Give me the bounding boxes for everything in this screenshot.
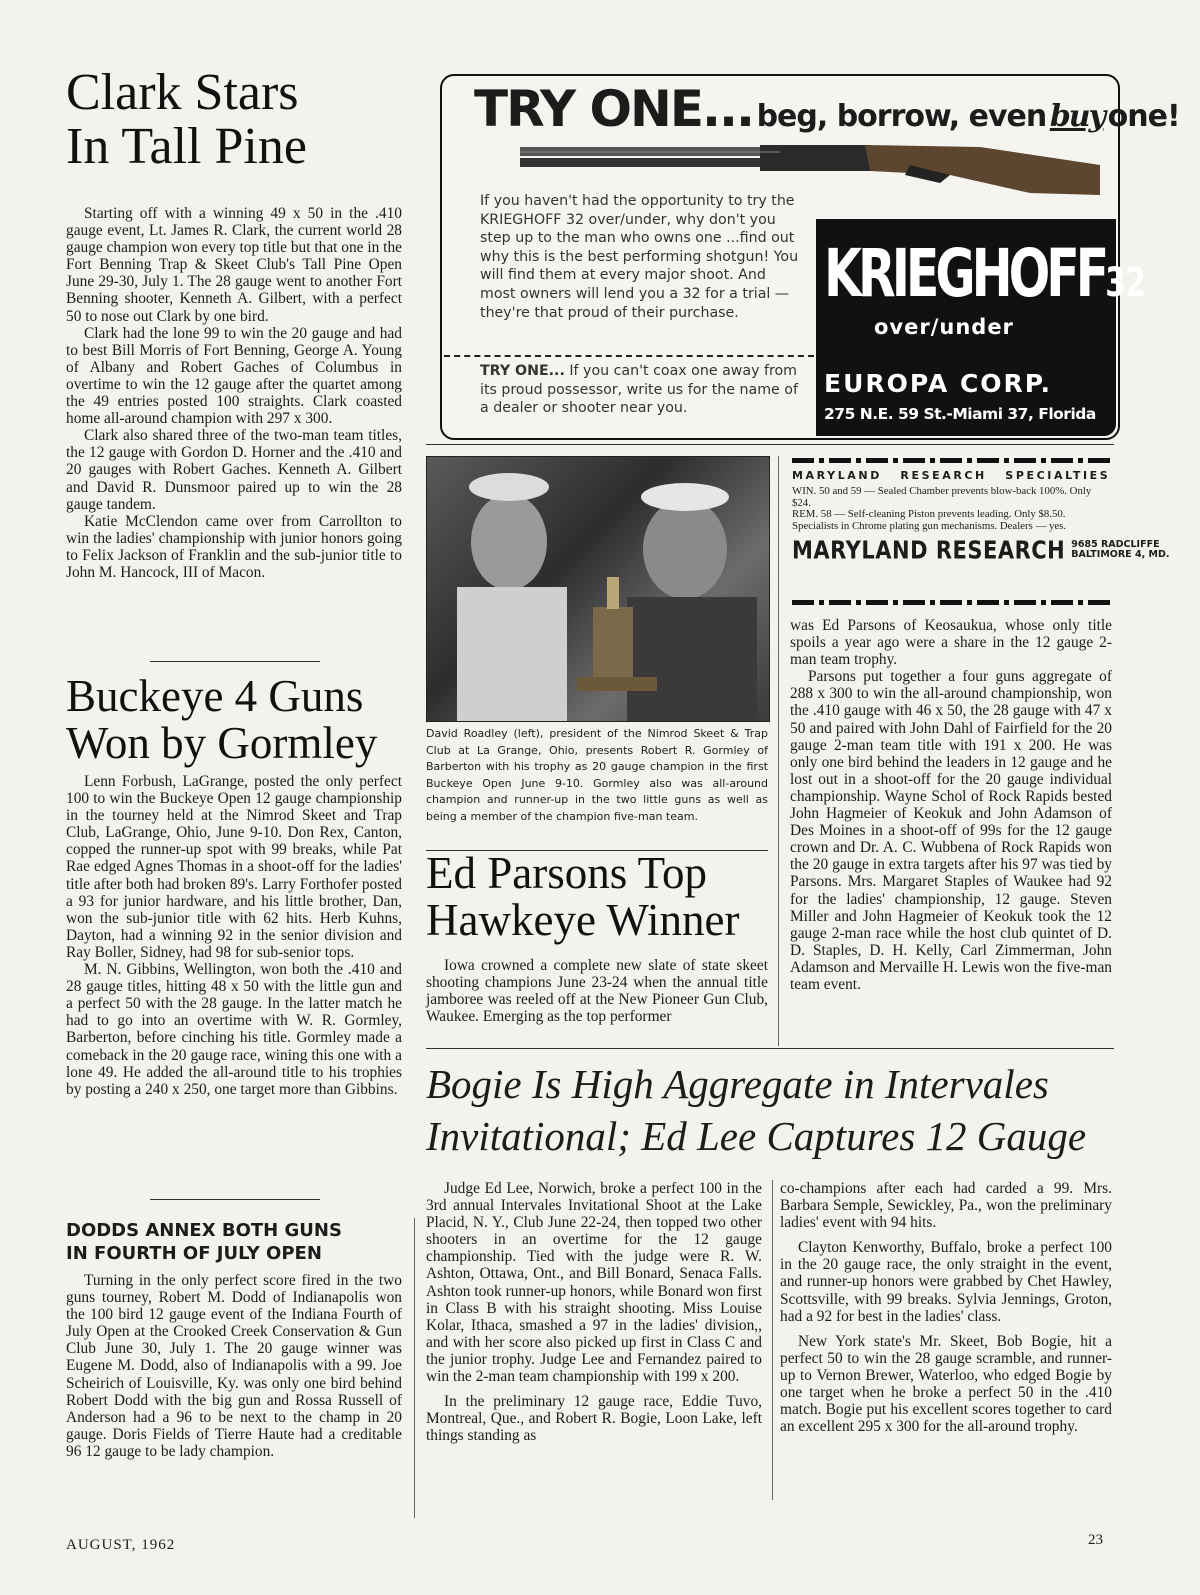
article-title: [66, 673, 406, 767]
company-address: 275 N.E. 59 St.-Miami 37, Florida: [824, 405, 1096, 423]
paragraph: New York state's Mr. Skeet, Bob Bogie, hit a perfect 50 to win the 28 gauge scramble, and runner-up to Vernon Brewer, Waterloo, who edged Bogie by one target when he broke a perfect 50 in the .410 match. Bogie put his excellent scores together to card an excellent 295 x 300 for the all-around trophy.: [780, 1332, 1112, 1436]
article-title-line: IN FOURTH OF JULY OPEN: [66, 1243, 322, 1264]
mrs-header: MARYLAND RESEARCH SPECIALTIES: [792, 469, 1111, 482]
paragraph: Parsons put together a four guns aggregate of 288 x 300 to win the all-around championship, won the .410 gauge with 46 x 50, the 28 gauge with 47 x 50 and paired with John Dahl of Fairfield for the 20 gauge 2-man team title with 191 x 200. He was only one bird behind the leaders in 12 gauge and he lost out in a shoot-off for the 20 gauge individual championship. Wayne Schol of Rock Rapids bested John Hagmeier of Keokuk and John Adamson of Des Moines in a shoot-off of 99s for the 12 gauge crown and Dr. A. C. Wubbena of Rock Rapids won the 20 gauge in extra targets after his 97 was tied by Parsons. Mrs. Margaret Staples of Waukee had 92 for the ladies' championship, 12 gauge. Steven Miller and John Hagmeier of Keokuk took the 12 gauge 2-man race while the host club quintet of D. D. Staples, D. H. Kelly, Carl Zimmerman, John Adamson and Mervaille H. Lewis won the five-man team event.: [790, 668, 1112, 993]
photo-figures: [427, 457, 769, 721]
photo-caption: David Roadley (left), president of the Nimrod Skeet & Trap Club at La Grange, Ohio, presents Robert R. Gormley of Barberton with his trophy as 20 gauge champion in the first Buckeye Open June 9-10. Gormley also was all-around champion and runner-up in the two little guns as well as being a member of the champion five-man team.: [426, 727, 768, 823]
article-title-line: Ed Parsons Top: [426, 848, 708, 898]
column-divider: [778, 456, 779, 1046]
mrs-line: Specialists in Chrome plating gun mechanisms. Dealers — yes.: [792, 519, 1067, 532]
ad-headline-buy: buy: [1049, 99, 1105, 134]
company-name: EUROPA CORP.: [824, 369, 1053, 398]
paragraph: was Ed Parsons of Keosaukua, whose only title spoils a year ago were a share in the 12 gauge 2-man team trophy.: [790, 617, 1112, 669]
divider: [150, 661, 320, 662]
mrs-logo-row: [792, 535, 1170, 565]
column-divider: [414, 1218, 415, 1518]
paragraph: Katie McClendon came over from Carrollton to win the ladies' championship with junior honors going to Felix Jackson of Franklin and the sub-junior title to John M. Hancock, III of Macon.: [66, 512, 402, 581]
article-title-line: Won by Gormley: [66, 717, 378, 768]
mrs-ad: [792, 469, 1170, 565]
ad-dashed-divider: [444, 355, 814, 357]
ad-footer-text: [480, 362, 800, 418]
ad-body-text: If you haven't had the opportunity to try the KRIEGHOFF 32 over/under, why don't you step up to the man who owns one ...find out why this is the best performing shotgun! You will find them at every major shoot. And most owners will lend you a 32 for a trial — they're that proud of their purchase.: [480, 193, 799, 321]
article-title: [426, 1058, 1126, 1162]
page-number: 23: [1088, 1532, 1103, 1548]
ad-headline-tail: beg, borrow, even: [756, 99, 1047, 134]
article-title: [66, 66, 406, 174]
article-title-line: Hawkeye Winner: [426, 894, 740, 945]
brand-number: 32: [1105, 259, 1145, 307]
article-body: [66, 773, 402, 1098]
article-title-line: DODDS ANNEX BOTH GUNS: [66, 1220, 342, 1241]
mrs-line: REM. 58 — Self-cleaning Piston prevents leading. Only $8.50.: [792, 508, 1066, 520]
over-under-label: over/under: [874, 315, 1014, 339]
article-title-line: Clark Stars: [66, 64, 299, 121]
ad-headline: [474, 80, 1180, 138]
ad-border-bottom: [792, 600, 1110, 605]
mrs-address: [1071, 540, 1169, 560]
paragraph: In the preliminary 12 gauge race, Eddie Tuvo, Montreal, Que., and Robert R. Bogie, Loon Lake, left things standing as: [426, 1393, 762, 1445]
paragraph: Iowa crowned a complete new slate of state skeet shooting champions June 23-24 when the annual title jamboree was reeled off at the New Pioneer Gun Club, Waukee. Emerging as the top performer: [426, 957, 768, 1026]
article-title-line: In Tall Pine: [66, 118, 307, 176]
article-title-line: Invitational; Ed Lee Captures 12 Gauge: [426, 1113, 1087, 1159]
article-body: [790, 617, 1112, 993]
divider: [150, 1199, 320, 1200]
paragraph: Clark also shared three of the two-man team titles, the 12 gauge with Gordon D. Horner and the .410 and 20 gauges with Robert Gaches. Kenneth A. Gilbert and David R. Dunsmoor paired up to win the 28 gauge tandem.: [66, 427, 402, 513]
brand-name: [824, 235, 1145, 312]
ad-footer-body: If you can't coax one away from its proud possessor, write us for the name of a dealer or shooter near you.: [480, 363, 798, 417]
paragraph: Starting off with a winning 49 x 50 in the .410 gauge event, Lt. James R. Clark, the current world 28 gauge champion won every top title but that one in the Fort Benning Trap & Skeet Club's Tall Pine Open June 29-30, July 1. The 28 gauge went to another Fort Benning shooter, Kenneth A. Gilbert, with a perfect 50 to nose out Clark by one bird.: [66, 205, 402, 325]
article-body: [66, 205, 402, 581]
article-title: [66, 1219, 406, 1265]
paragraph: M. N. Gibbins, Wellington, won both the .410 and 28 gauge titles, hitting 48 x 50 with the little gun and a perfect 50 with the 28 gauge. In the latter match he had to go into an overtime with W. R. Gormley, Barberton, before cinching his title. Gormley made a comeback in the 20 gauge race, wining this one with a lone 49. He added the all-around title to his trophies by posting a 240 x 250, one target more than Gibbins.: [66, 961, 402, 1098]
mrs-address-line: 9685 RADCLIFFE: [1071, 539, 1160, 550]
trophy-presentation-photo: [426, 456, 770, 722]
paragraph: co-champions after each had carded a 99. Mrs. Barbara Semple, Sewickley, Pa., won the preliminary ladies' event with 94 hits.: [780, 1180, 1112, 1232]
paragraph: Clayton Kenworthy, Buffalo, broke a perfect 100 in the 20 gauge race, the only straight in the event, and runner-up honors were grabbed by Chet Hawley, Scottsville, with 99 breaks. Sylvia Jennings, Groton, had a 92 for best in the ladies' class.: [780, 1239, 1112, 1325]
mrs-address-line: BALTIMORE 4, MD.: [1071, 549, 1170, 560]
paragraph: Lenn Forbush, LaGrange, posted the only perfect 100 to win the Buckeye Open 12 gauge championship in the tourney held at the Nimrod Skeet and Trap Club, LaGrange, Ohio, June 9-10. Don Rex, Canton, copped the runner-up spot with 99 breaks, while Pat Rae edged Agnes Thomas in a shoot-off for the ladies' title after both had broken 89's. Larry Forthofer posted a 93 for junior hardware, and his little brother, Dan, won the sub-junior title with 62 hits. Herb Kuhns, Dayton, had a winning 92 in the senior division and Ray Boller, Sidney, had 98 for sub-senior tops.: [66, 773, 402, 961]
divider: [426, 1048, 1114, 1049]
paragraph: Judge Ed Lee, Norwich, broke a perfect 100 in the 3rd annual Intervales Invitational Shoot at the Lake Placid, N. Y., Club June 22-24, then topped two other shooters in an overtime for the 12 gauge championship. Tied with the judge were R. W. Ashton, Ottawa, Ont., and Bill Bonard, Senaca Falls. Ashton took runner-up honors, while Bonard won first in Class B with his straight shooting. Miss Louise Kolar, Ithaca, smashed a 97 in the ladies' division,, and with her score also picked up first in Class C and the junior trophy. Judge Lee and Fernandez paired to win the 2-man team championship with 199 x 200.: [426, 1180, 762, 1386]
ad-border-top: [792, 458, 1110, 463]
paragraph: Turning in the only perfect score fired in the two guns tourney, Robert M. Dodd of Indianapolis won the 100 bird 12 gauge event of the Indiana Fourth of July Open at the Crooked Creek Conservation & Gun Club June 30, July 1. The 20 gauge winner was Eugene M. Dodd, also of Indianapolis with a 99. Joe Scheirich of Louisville, Ky. was only one bird behind Robert Dodd with the big gun and Rossa Russell of Anderson had a 96 to be next to the champ in 20 gauge. Doris Fields of Tierre Haute had a creditable 96 12 gauge to be lady champion.: [66, 1272, 402, 1460]
mrs-line: WIN. 50 and 59 — Sealed Chamber prevents blow-back 100%. Only $24.: [792, 485, 1092, 509]
article-body: [66, 1272, 402, 1460]
mrs-logo: MARYLAND RESEARCH: [792, 535, 1066, 565]
paragraph: Clark had the lone 99 to win the 20 gauge and had to best Bill Morris of Fort Benning, George A. Young of Albany and Robert Gaches of Columbus in overtime to win the 12 gauge after the quartet among the 49 entries posted 100 straights. Clark coasted home all-around champion with 297 x 300.: [66, 324, 402, 428]
article-body: [426, 1180, 762, 1444]
article-body: [780, 1180, 1112, 1435]
article-title: [426, 850, 776, 944]
article-title-line: Buckeye 4 Guns: [66, 671, 364, 721]
divider: [426, 444, 1114, 445]
column-divider: [772, 1180, 773, 1500]
article-body: [426, 957, 768, 1025]
krieghoff-brand-block: [816, 219, 1145, 436]
brand-text: KRIEGHOFF: [824, 235, 1106, 312]
article-title-line: Bogie Is High Aggregate in Intervales: [426, 1061, 1049, 1107]
issue-date: AUGUST, 1962: [66, 1537, 176, 1553]
ad-footer-lead: TRY ONE...: [480, 363, 565, 379]
ad-headline-main: TRY ONE...: [474, 80, 753, 138]
ad-headline-end: one!: [1107, 99, 1180, 134]
